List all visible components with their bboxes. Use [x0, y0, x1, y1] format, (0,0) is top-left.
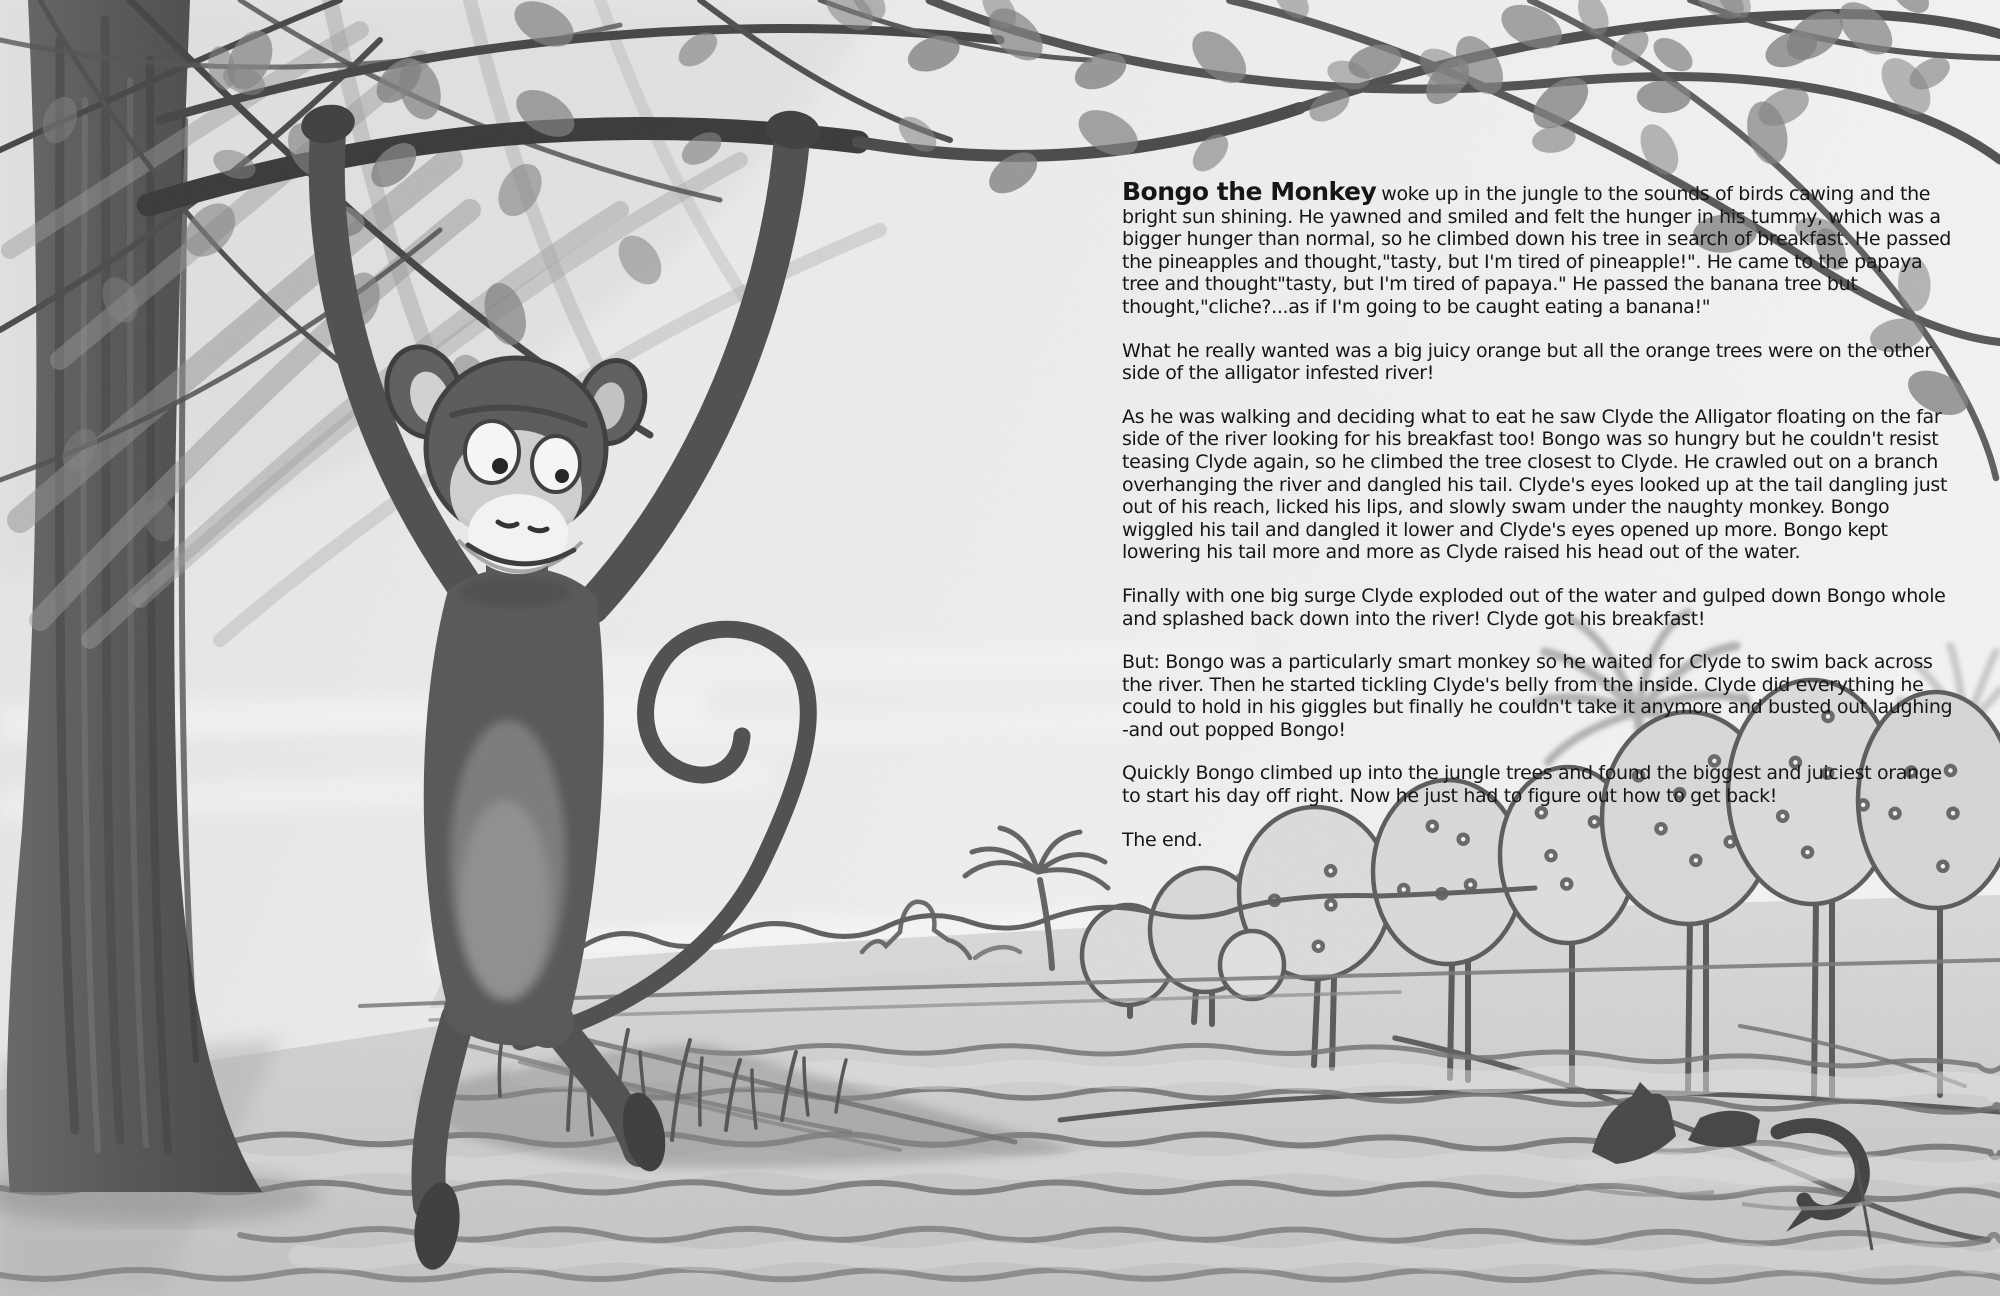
story-paragraph-text: woke up in the jungle to the sounds of birds cawing and the bright sun shining. He yawned and smiled and felt the hunger in his tummy, which was a bigger hunger than normal, so he climbed down his tree in search of breakfast. He passed the pineapples and thought,"tasty, but I'm tired of pineapple!". He came to the papaya tree and thought"tasty, but I'm tired of papaya." He passed the banana tree but thought,"cliche?...as if I'm going to be caught eating a banana!" — [1122, 183, 1952, 318]
story-text-block — [1122, 177, 1954, 872]
story-paragraph: Finally with one big surge Clyde exploded out of the water and gulped down Bongo whole and splashed back down into the river! Clyde got his breakfast! — [1122, 584, 1946, 630]
story-paragraph: As he was walking and deciding what to eat he saw Clyde the Alligator floating on the far side of the river looking for his breakfast too! Bongo was so hungry but he couldn't resist teasing Clyde again, so he climbed the tree closest to Clyde. He crawled out on a branch overhanging the river and dangled his tail. Clyde's eyes looked up at the tail dangling just out of his reach, licked his lips, and slowly swam under the naughty monkey. Bongo wiggled his tail and dangled it lower and Clyde's eyes opened up more. Bongo kept lowering his tail more and more as Clyde raised his head out of the water. — [1122, 405, 1948, 564]
story-paragraph: But: Bongo was a particularly smart monkey so he waited for Clyde to swim back across the river. Then he started tickling Clyde's belly from the inside. Clyde did everything he could to hold in his giggles but finally he couldn't take it anymore and busted out laughing -and out popped Bongo! — [1122, 651, 1953, 741]
story-title: Bongo the Monkey — [1122, 177, 1377, 206]
story-ending: The end. — [1122, 828, 1203, 851]
story-paragraph: What he really wanted was a big juicy orange but all the orange trees were on the other side of the alligator infested river! — [1122, 339, 1932, 385]
story-paragraph: Quickly Bongo climbed up into the jungle trees and found the biggest and juiciest orange to start his day off right. Now he just had to figure out how to get back! — [1122, 762, 1942, 808]
story-paragraph — [1122, 177, 1954, 319]
